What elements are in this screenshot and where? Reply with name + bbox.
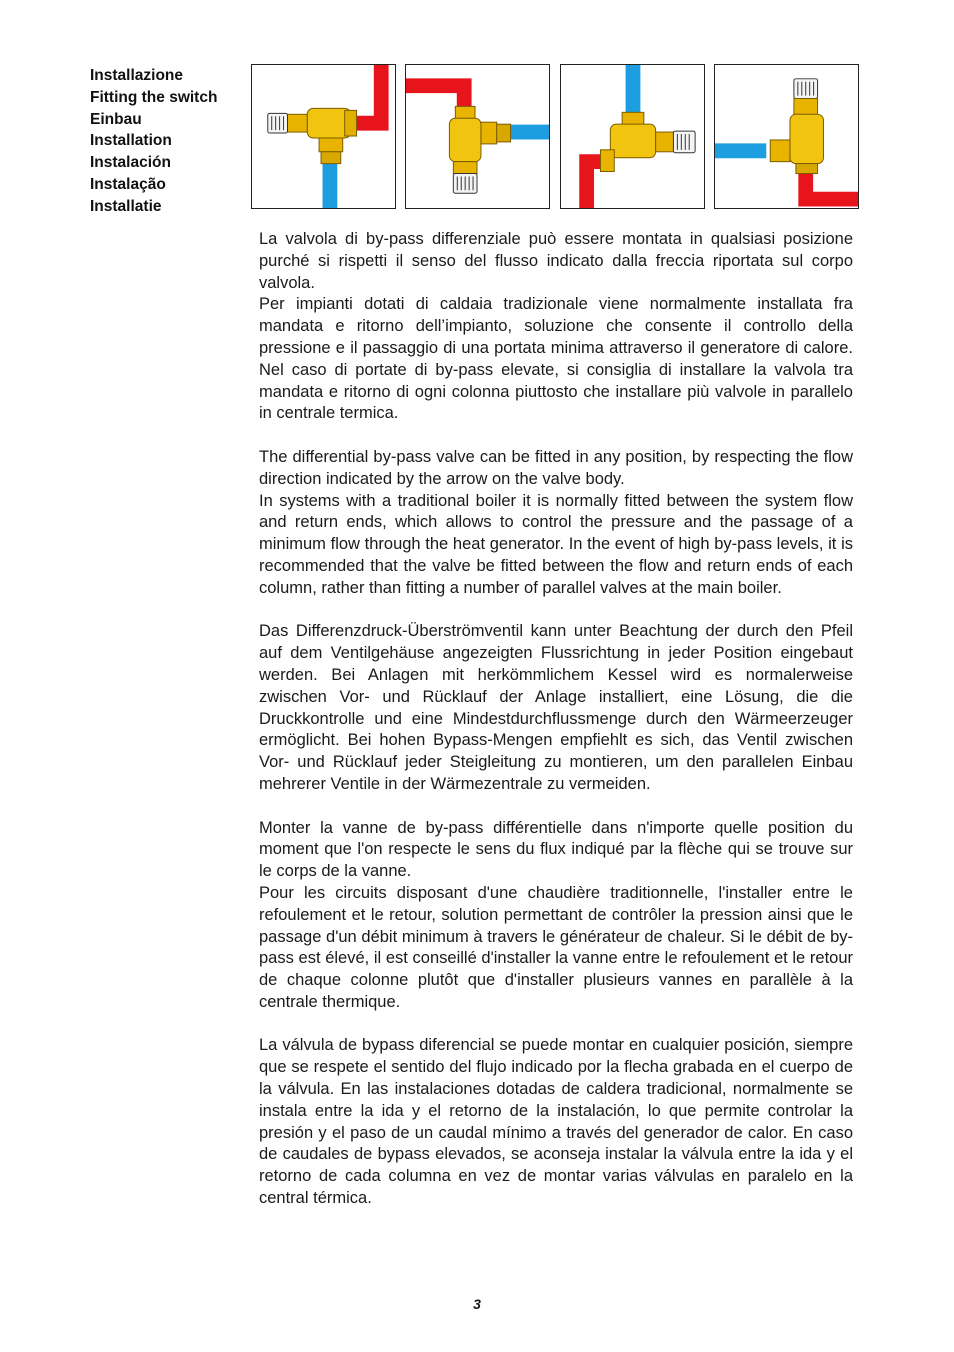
heading-italian: Installazione — [90, 67, 184, 84]
section-headings — [90, 65, 250, 218]
valve-body — [307, 108, 350, 138]
valve-body — [790, 114, 824, 163]
heading-english: Fitting the switch — [90, 88, 218, 106]
heading-spanish: Instalación — [90, 154, 171, 172]
page-number: 3 — [473, 1296, 481, 1312]
heading-dutch: Installatie — [90, 197, 162, 215]
paragraph-french-2: Pour les circuits disposant d'une chaudière traditionnelle, l'installer entre le refoulement et le retour, solution permettant de contrôler la pression ainsi que le passage d'un débit minimum à travers le générateur de chaleur. Si le débit de by-pass est élevé, il est conseillé d'installer la vanne entre le refoulement et le retour de chaque colonne plutôt que d'installer plusieurs vannes en parallèle à la centrale thermique. — [259, 883, 853, 1011]
heading-german: Einbau — [90, 110, 142, 128]
paragraph-english-1: The differential by-pass valve can be fitted in any position, by respecting the flow direction indicated by the arrow on the valve body. — [259, 447, 853, 488]
paragraph-french-1: Monter la vanne de by-pass différentielle dans n'importe quelle position du moment que l'on respecte le sens du flux indiqué par la flèche qui se trouve sur le corps de la vanne. — [259, 818, 853, 881]
hot-pipe — [406, 86, 464, 110]
valve-illustration-1 — [252, 65, 395, 208]
paragraph-italian-2: Per impianti dotati di caldaia tradizionale viene normalmente installata fra mandata e ritorno dell’impianto, soluzione che consente il controllo della pressione e il passaggio di una portata minima attraverso il generatore di calore. Nel caso di portate di by-pass elevate, si consiglia di installare la valvola tra mandata e ritorno di ogni colonna piuttosto che installare più valvole in parallelo in centrale termica. — [259, 295, 853, 423]
paragraph-spanish: La válvula de bypass diferencial se puede montar en cualquier posición, siempre que se respete el sentido del flujo indicado por la flecha grabada en el cuerpo de la válvula. En las instalaciones dotadas de caldera tradicional, normalmente se instala entre la ida y el retorno de la instalación, lo que permite controlar la presión y el paso de un caudal mínimo a través del generador de calor. En caso de caudales de bypass elevados, se aconseja instalar la válvula entre la ida y el retorno de cada columna en vez de montar varias válvulas en paralelo en la central térmica. — [259, 1036, 853, 1208]
valve-body — [610, 124, 655, 158]
valve-fitting-figure-3 — [560, 64, 705, 209]
valve-illustration-2 — [406, 65, 549, 208]
valve-body — [449, 118, 481, 161]
heading-french: Installation — [90, 132, 172, 150]
valve-fitting-figure-4 — [714, 64, 859, 209]
adjustment-knob — [673, 131, 695, 153]
heading-portuguese: Instalação — [90, 175, 166, 193]
valve-illustration-3 — [561, 65, 704, 208]
paragraph-italian-1: La valvola di by-pass differenziale può essere montata in qualsiasi posizione purché si rispetti il senso del flusso indicato dalla freccia riportata sul corpo valvola. — [259, 230, 853, 292]
valve-fitting-figure-2 — [405, 64, 550, 209]
paragraph-german: Das Differenzdruck-Überströmventil kann unter Beachtung der durch den Pfeil auf dem Ventilgehäuse angezeigten Flussrichtung in jeder Position eingebaut werden. Bei Anlagen mit herkömmlichem Kessel wird es normalerweise zwischen Vor- und Rücklauf der Anlage installiert, eine Lösung, die die Druckkontrolle und eine Mindestdurchflussmenge durch den Wärmeerzeuger ermöglicht. Bei hohen Bypass-Mengen empfiehlt es sich, das Ventil zwischen Vor- und Rücklauf jeder Steigleitung zu montieren, um den parallelen Einbau mehrerer Ventile in der Wärmezentrale zu vermeiden. — [259, 622, 853, 793]
adjustment-knob — [268, 113, 288, 133]
valve-fitting-figure-1 — [251, 64, 396, 209]
valve-illustration-4 — [715, 65, 858, 208]
paragraph-english-2: In systems with a traditional boiler it is normally fitted between the system flow and return ends, which allows to control the pressure and the passage of a minimum flow through the heat generator. In the event of high by-pass levels, it is recommended that the valve be fitted between the flow and return ends of each column, rather than fitting a number of parallel valves at the main boiler. — [259, 491, 853, 597]
instructions-text — [259, 229, 853, 1232]
